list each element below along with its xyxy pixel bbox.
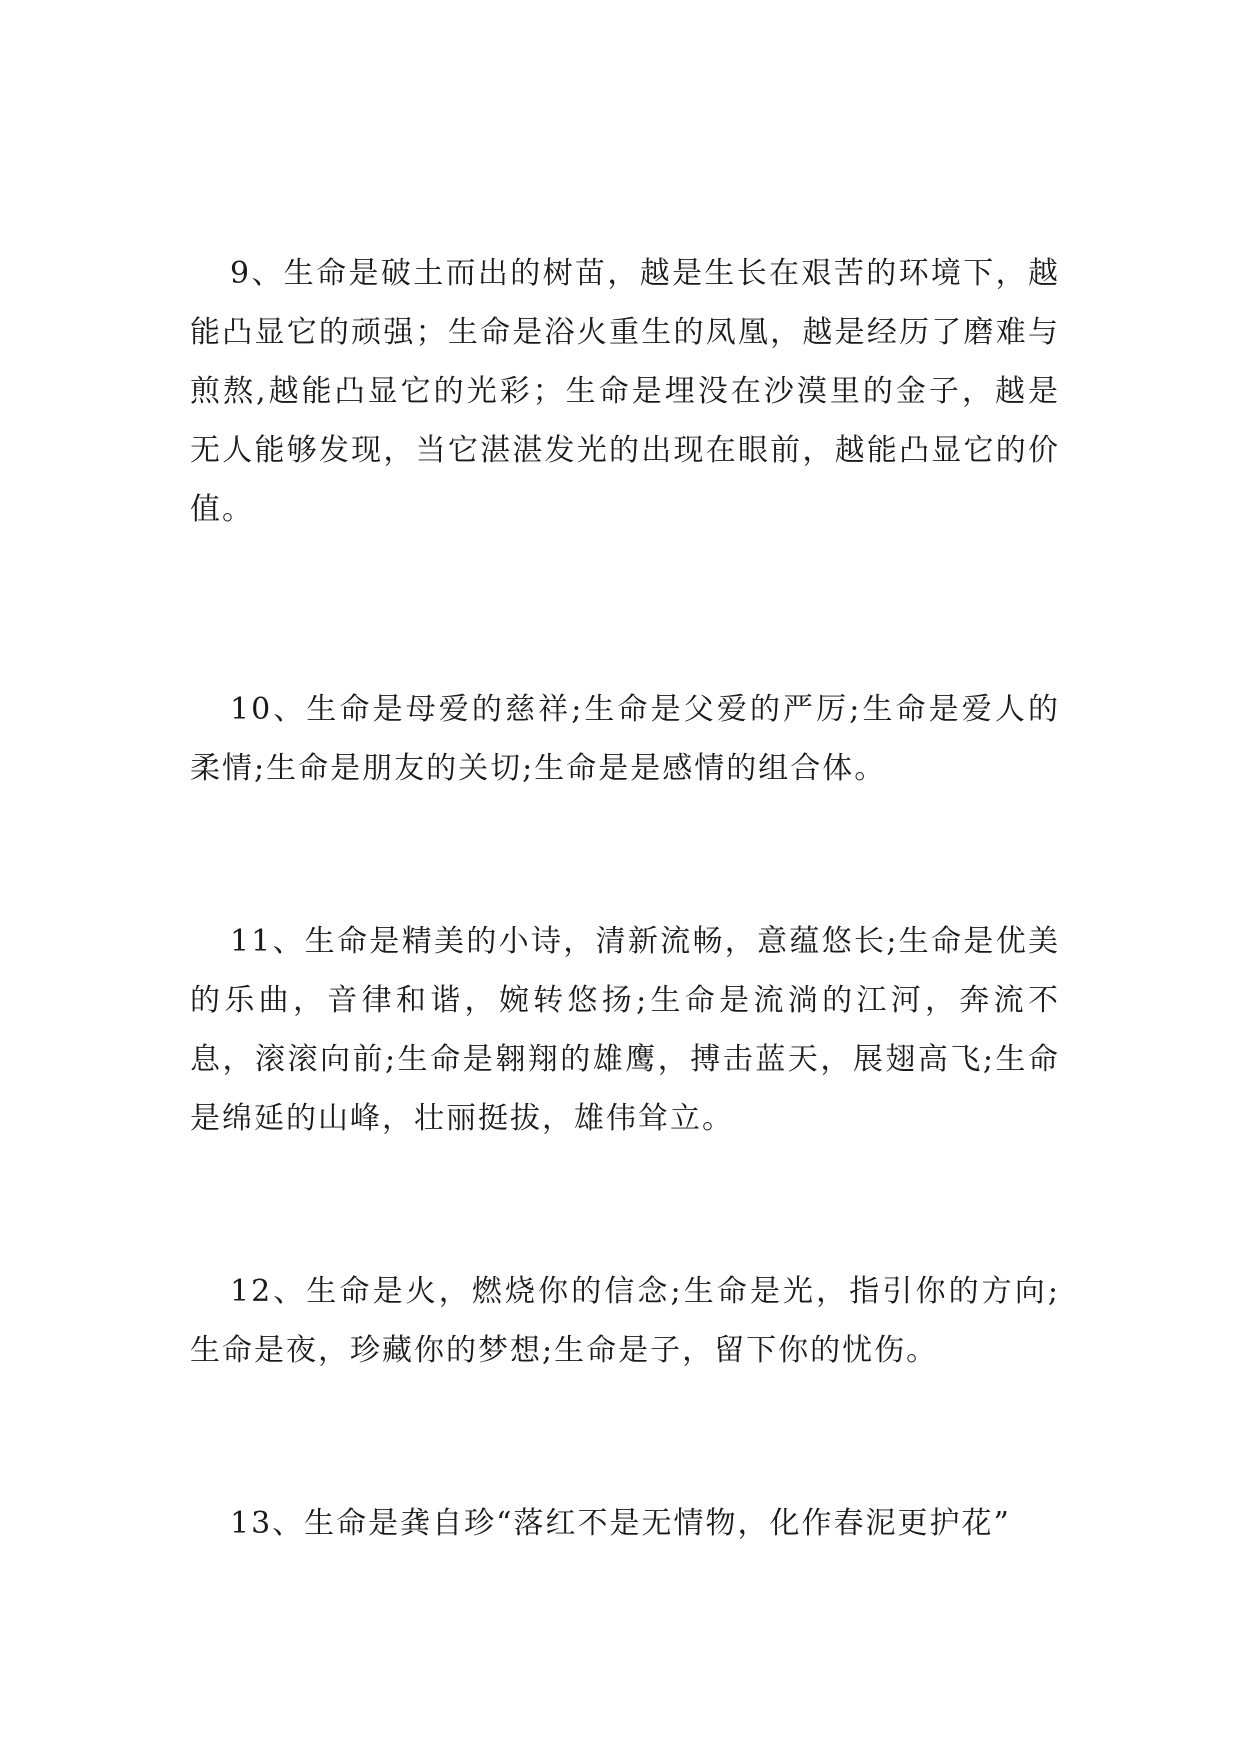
paragraph-12: 12、生命是火，燃烧你的信念;生命是光，指引你的方向;生命是夜，珍藏你的梦想;生命是子，留下你的忧伤。	[190, 1274, 1060, 1368]
paragraph-13: 13、生命是龚自珍“落红不是无情物，化作春泥更护花”	[230, 1506, 1011, 1541]
paragraph-10: 10、生命是母爱的慈祥;生命是父爱的严厉;生命是爱人的柔情;生命是朋友的关切;生命是是感情的组合体。	[190, 692, 1060, 786]
paragraph-9: 9、生命是破土而出的树苗，越是生长在艰苦的环境下，越能凸显它的顽强；生命是浴火重生的凤凰，越是经历了磨难与煎熬,越能凸显它的光彩；生命是埋没在沙漠里的金子，越是无人能够发现，当它湛湛发光的出现在眼前，越能凸显它的价值。	[190, 256, 1060, 527]
paragraph-11: 11、生命是精美的小诗，清新流畅，意蕴悠长;生命是优美的乐曲，音律和谐，婉转悠扬;生命是流淌的江河，奔流不息，滚滚向前;生命是翱翔的雄鹰，搏击蓝天，展翅高飞;生命是绵延的山峰，壮丽挺拔，雄伟耸立。	[190, 924, 1060, 1136]
